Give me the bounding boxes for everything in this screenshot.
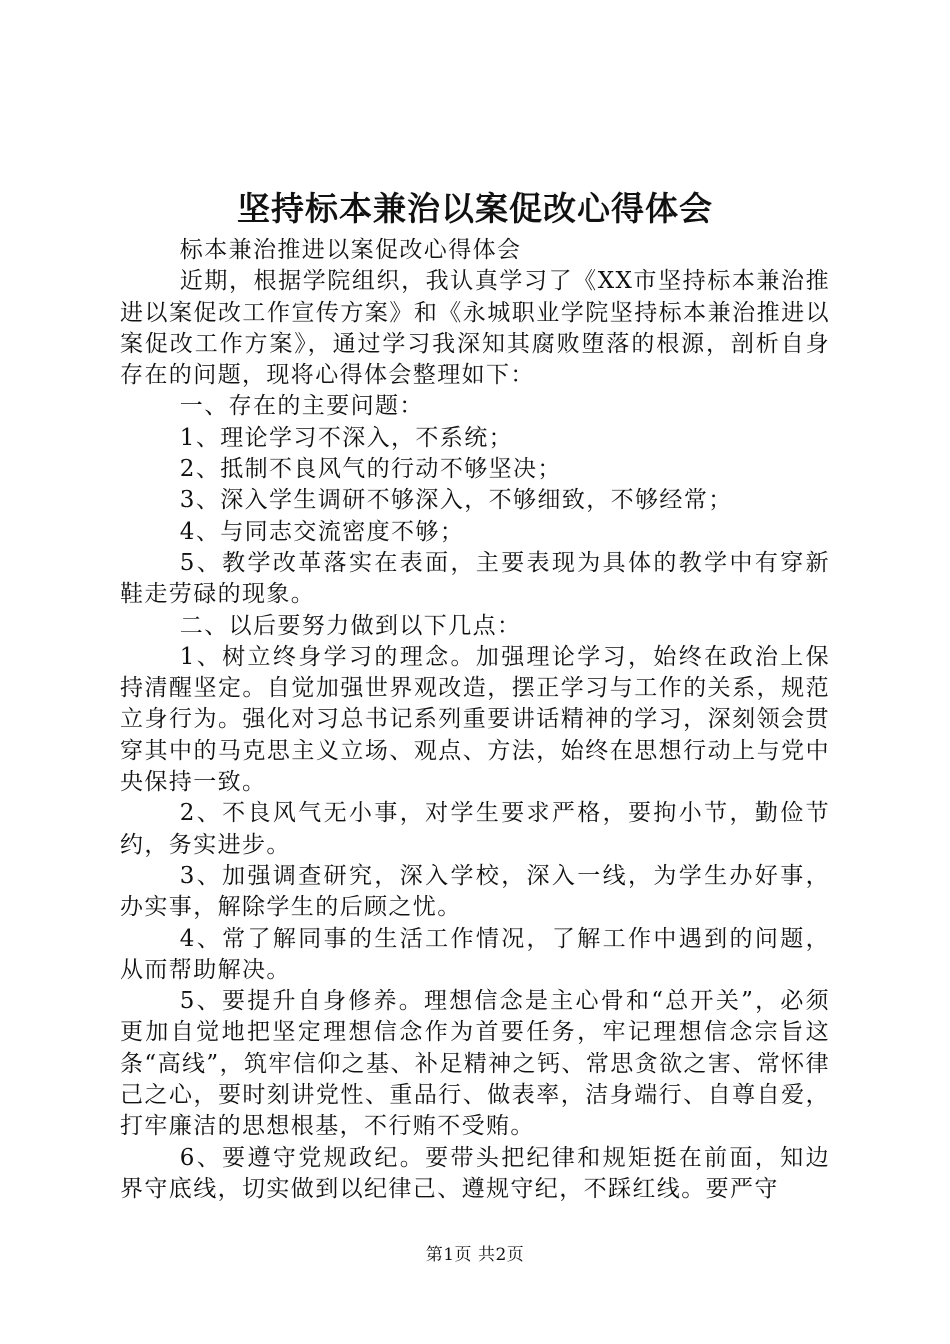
paragraph: 2、抵制不良风气的行动不够坚决； xyxy=(179,456,562,483)
paragraph: 4、与同志交流密度不够； xyxy=(179,518,465,545)
paragraph: 标本兼治推进以案促改心得体会 xyxy=(179,237,522,263)
paragraph: 3、深入学生调研不够深入，不够细致，不够经常； xyxy=(179,487,733,514)
paragraph: 6、要遵守党规政纪。要带头把纪律和规矩挺在前面，知边界守底线，切实做到以纪律己、遵规守纪，不踩红线。要严守 xyxy=(120,1144,830,1202)
paragraph: 5、要提升自身修养。理想信念是主心骨和“总开关”，必须更加自觉地把坚定理想信念作为首要任务，牢记理想信念宗旨这条“高线”，筑牢信仰之基、补足精神之钙、常思贪欲之害、常怀律己之心，要时刻讲党性、重品行、做表率，洁身端行、自尊自爱，打牢廉洁的思想根基，不行贿不受贿。 xyxy=(120,988,830,1140)
paragraph: 3、加强调查研究，深入学校，深入一线，为学生办好事，办实事，解除学生的后顾之忧。 xyxy=(120,862,830,921)
paragraph: 近期，根据学院组织，我认真学习了《XX市坚持标本兼治推进以案促改工作宣传方案》和《永城职业学院坚持标本兼治推进以案促改工作方案》，通过学习我深知其腐败堕落的根源，剖析自身存在的问题，现将心得体会整理如下： xyxy=(120,268,830,389)
paragraph: 2、不良风气无小事，对学生要求严格，要拘小节，勤俭节约，务实进步。 xyxy=(120,800,830,858)
document-body xyxy=(120,235,830,1205)
page-footer: 第1页 共2页 xyxy=(425,1245,525,1265)
paragraph: 一、存在的主要问题： xyxy=(179,393,424,420)
paragraph: 5、教学改革落实在表面，主要表现为具体的教学中有穿新鞋走劳碌的现象。 xyxy=(120,549,830,608)
document-title: 坚持标本兼治以案促改心得体会 xyxy=(237,189,713,228)
paragraph: 1、理论学习不深入，不系统； xyxy=(179,424,514,451)
paragraph: 1、树立终身学习的理念。加强理论学习，始终在政治上保持清醒坚定。自觉加强世界观改造，摆正学习与工作的关系，规范立身行为。强化对习总书记系列重要讲话精神的学习，深刻领会贯穿其中的马克思主义立场、观点、方法，始终在思想行动上与党中央保持一致。 xyxy=(120,643,830,796)
paragraph: 4、常了解同事的生活工作情况，了解工作中遇到的问题，从而帮助解决。 xyxy=(120,925,830,983)
paragraph: 二、以后要努力做到以下几点： xyxy=(179,612,522,639)
